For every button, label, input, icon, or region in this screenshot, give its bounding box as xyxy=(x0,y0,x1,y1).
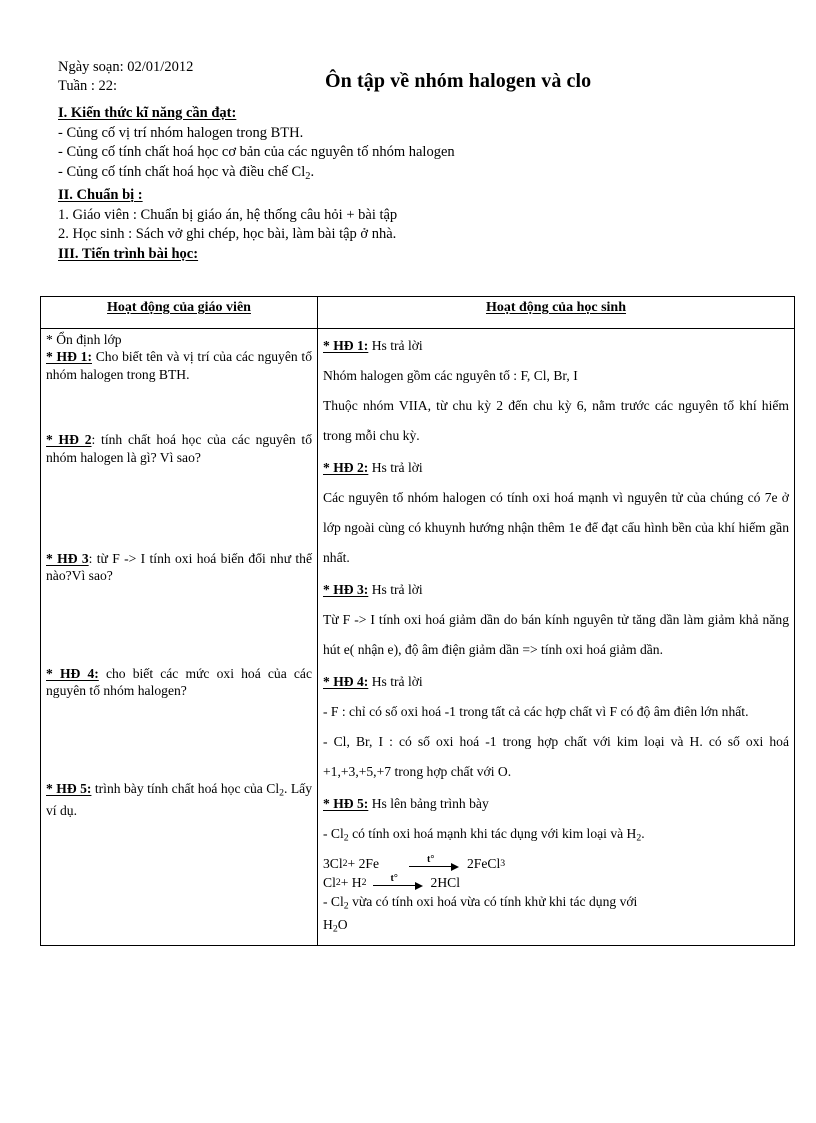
arrow-head xyxy=(415,882,423,890)
reactant-text: 3Cl xyxy=(323,855,343,871)
student-activity-5 xyxy=(323,789,789,939)
activity-text: : từ F -> I tính oxi hoá biến đổi như thế nào?Vì sao? xyxy=(46,551,313,584)
activity-label: * HĐ 1: xyxy=(46,349,92,365)
subscript: 2 xyxy=(332,924,338,936)
text-part: O xyxy=(337,917,348,933)
cl2-oxidizing-statement xyxy=(323,819,789,854)
arrow-shaft xyxy=(409,866,457,867)
product-text: 2HCl xyxy=(430,874,460,890)
spacer xyxy=(46,466,312,550)
chemical-equation-1 xyxy=(323,854,789,873)
reaction-arrow-icon xyxy=(409,853,465,870)
reactant-text: Cl xyxy=(323,874,336,890)
subscript: 2 xyxy=(342,857,348,869)
reactant-text: + H xyxy=(340,874,362,890)
preparation-item: 2. Học sinh : Sách vở ghi chép, học bài, làm bài tập ở nhà. xyxy=(58,226,397,243)
week-line: Tuần : 22: xyxy=(58,78,118,94)
teacher-activity-1 xyxy=(46,348,312,383)
column-header-teacher xyxy=(41,297,318,329)
preparation-item: 1. Giáo viên : Chuẩn bị giáo án, hệ thống câu hỏi + bài tập xyxy=(58,206,398,223)
activity-text: Cho biết tên và vị trí của các nguyên tố nhóm halogen trong BTH. xyxy=(46,349,312,382)
subscript: 2 xyxy=(361,876,367,888)
teacher-activity-2 xyxy=(46,431,312,466)
activity-label: * HĐ 5: xyxy=(323,796,369,811)
student-activities-cell xyxy=(318,329,795,946)
arrow-shaft xyxy=(373,885,421,886)
process-heading: III. Tiến trình bài học: xyxy=(58,246,199,263)
student-activity-2-line: Các nguyên tố nhóm halogen có tính oxi hoá mạnh vì nguyên tử của chúng có 7e ở lớp ngoài cùng có khuynh hướng nhận thêm 1e để đạt cấu hình bền của khí hiếm gần nhất. xyxy=(323,490,789,565)
student-activity-3-line: Từ F -> I tính oxi hoá giảm dần do bán kính nguyên tử tăng dần làm giảm khả năng hút e( nhận e), độ âm điện giảm dần => tính oxi hoá giảm dần. xyxy=(323,612,789,657)
subscript: 2 xyxy=(279,787,284,799)
activity-label: * HĐ 5: xyxy=(46,780,92,796)
activity-label: * HĐ 2 xyxy=(46,432,92,448)
student-activity-3 xyxy=(323,575,789,665)
column-header-student-label: Hoạt động của học sinh xyxy=(485,300,627,315)
student-activity-1 xyxy=(323,331,789,451)
subscript: 3 xyxy=(500,857,506,869)
activity-label: * HĐ 2: xyxy=(323,460,369,475)
student-activity-4-line: - Cl, Br, I : có số oxi hoá -1 trong hợp chất với kim loại và H. có số oxi hoá +1,+3,+5,+7 trong hợp chất với O. xyxy=(323,734,789,779)
activity-label: * HĐ 3: xyxy=(323,582,369,597)
arrow-condition: t° xyxy=(427,853,435,865)
text-part: - Cl xyxy=(323,893,344,909)
activity-text: trình bày tính chất hoá học của Cl xyxy=(91,780,280,796)
objective-tail: . xyxy=(310,163,315,180)
arrow-condition: t° xyxy=(390,872,398,884)
cl2-dual-statement xyxy=(323,892,789,916)
objective-text: - Củng cố tính chất hoá học và điều chế Cl xyxy=(58,163,306,180)
spacer xyxy=(46,585,312,665)
student-activity-4 xyxy=(323,667,789,787)
student-activity-5-head xyxy=(323,789,789,819)
column-header-teacher-label: Hoạt động của giáo viên xyxy=(107,300,251,315)
activity-lead: Hs lên bảng trình bày xyxy=(368,796,489,811)
activity-tail: . Lấy ví dụ. xyxy=(46,780,312,818)
activities-table xyxy=(40,296,795,946)
activity-lead: Hs trả lời xyxy=(368,460,423,475)
teacher-activities-content xyxy=(41,329,317,823)
arrow-head xyxy=(451,863,459,871)
objectives-heading: I. Kiến thức kĩ năng cần đạt: xyxy=(58,105,237,121)
date-line: Ngày soạn: 02/01/2012 xyxy=(58,59,194,75)
header-meta xyxy=(58,58,193,96)
reactant-text: + 2Fe xyxy=(347,855,379,871)
student-activity-1-line: Thuộc nhóm VIIA, từ chu kỳ 2 đến chu kỳ 6, nằm trước các nguyên tố khí hiếm trong mỗi chu kỳ. xyxy=(323,398,789,443)
class-settle-note: * Ổn định lớp xyxy=(46,332,122,347)
subscript: 2 xyxy=(305,170,311,182)
table-row xyxy=(41,329,795,946)
product-text: 2FeCl xyxy=(467,855,501,871)
subscript: 2 xyxy=(335,876,341,888)
student-activities-content xyxy=(318,329,794,945)
preparation-heading: II. Chuẩn bị : xyxy=(58,187,143,204)
header-top-row xyxy=(58,58,758,102)
text-part: vừa có tính oxi hoá vừa có tính khử khi tác dụng với xyxy=(348,893,638,909)
teacher-activity-3 xyxy=(46,550,312,585)
subscript: 2 xyxy=(343,832,349,844)
student-activity-1-line: Nhóm halogen gồm các nguyên tố : F, Cl, Br, I xyxy=(323,368,578,383)
reaction-arrow-icon xyxy=(373,872,429,889)
student-activity-4-line: - F : chỉ có số oxi hoá -1 trong tất cả các hợp chất vì F có độ âm điên lớn nhất. xyxy=(323,704,749,719)
activity-label: * HĐ 1: xyxy=(323,338,369,353)
activity-lead: Hs trả lời xyxy=(368,338,423,353)
teacher-activities-cell xyxy=(41,329,318,946)
table-header-row xyxy=(41,297,795,329)
student-activity-2 xyxy=(323,453,789,573)
activity-lead: Hs trả lời xyxy=(368,674,423,689)
activity-lead: Hs trả lời xyxy=(368,582,423,597)
text-part: - Cl xyxy=(323,826,344,841)
document-header xyxy=(58,58,758,102)
subscript: 2 xyxy=(636,832,642,844)
text-part: . xyxy=(641,826,645,841)
student-activity-4-head xyxy=(323,667,789,697)
water-formula xyxy=(323,915,789,939)
column-header-student xyxy=(318,297,795,329)
text-part: H xyxy=(323,917,333,933)
student-activity-1-head xyxy=(323,331,789,361)
subscript: 2 xyxy=(343,900,349,912)
student-activity-3-head xyxy=(323,575,789,605)
page-title: Ôn tập về nhóm halogen và clo xyxy=(325,70,592,92)
activity-text: : tính chất hoá học của các nguyên tố nhóm halogen là gì? Vì sao? xyxy=(46,432,312,465)
activity-label: * HĐ 4: xyxy=(46,665,99,681)
activity-text: cho biết các mức oxi hoá của các nguyên tố nhóm halogen? xyxy=(46,665,312,699)
spacer xyxy=(46,700,312,780)
activity-label: * HĐ 3 xyxy=(46,551,89,567)
chemical-equation-2 xyxy=(323,873,789,892)
teacher-activity-5 xyxy=(46,780,312,820)
student-activity-2-head xyxy=(323,453,789,483)
activity-label: * HĐ 4: xyxy=(323,674,369,689)
text-part: có tính oxi hoá mạnh khi tác dụng với kim loại và H xyxy=(348,826,637,841)
intro-sections xyxy=(58,104,778,265)
objective-item: - Củng cố tính chất hoá học cơ bản của các nguyên tố nhóm halogen xyxy=(58,144,455,161)
objective-item: - Củng cố vị trí nhóm halogen trong BTH. xyxy=(58,124,304,141)
spacer xyxy=(46,383,312,431)
teacher-activity-4 xyxy=(46,665,312,700)
objective-item xyxy=(58,163,778,187)
